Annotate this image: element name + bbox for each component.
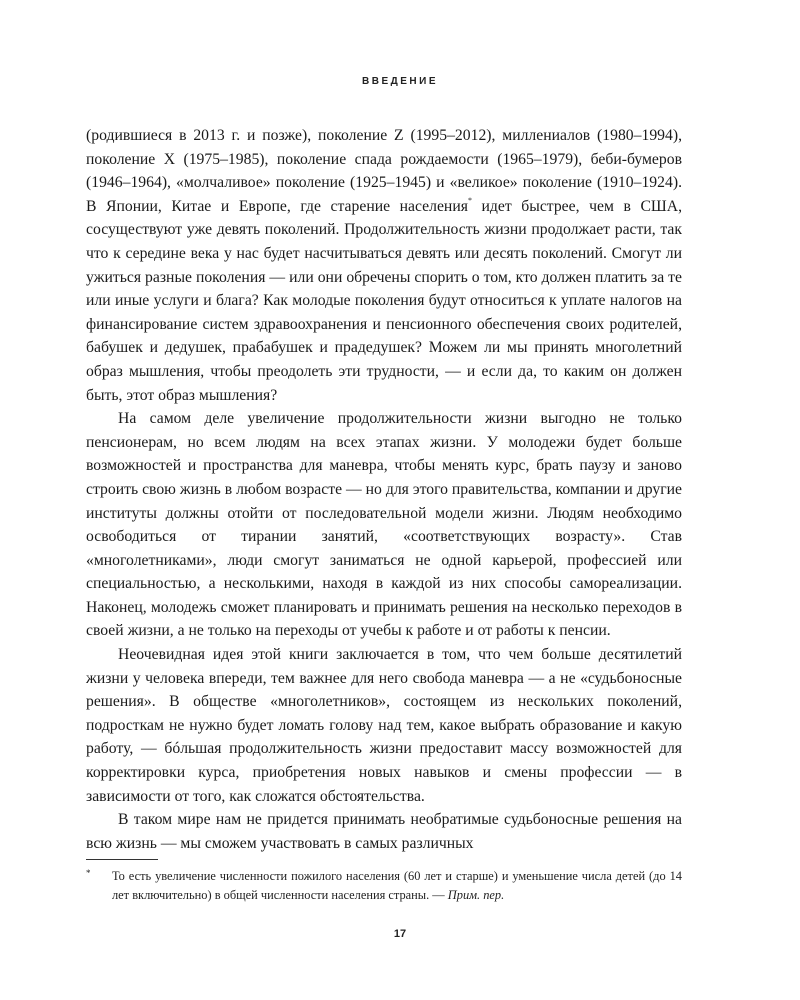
paragraph-1: [86, 124, 682, 407]
footnote-text: То есть увеличение численности пожилого населения (60 лет и старше) и уменьшение числа детей (до 14 лет включительно) в общей численности населения страны. —: [112, 869, 682, 902]
paragraph-4: В таком мире нам не придется принимать необратимые судьбоносные решения на всю жизнь — мы сможем участвовать в самых различных: [86, 811, 682, 852]
paragraph-3: Неочевидная идея этой книги заключается в том, что чем больше десятилетий жизни у человека впереди, тем важнее для него свобода маневра — а не «судьбоносные решения». В обществе «многолетников», состоящем из нескольких поколений, подросткам не нужно будет ломать голову над тем, какое выбрать образование и какую работу, — бóльшая продолжительность жизни предоставит массу возможностей для корректировки курса, приобретения новых навыков и смены профессии — в зависимости от того, как сложатся обстоятельства.: [86, 646, 682, 805]
paragraph-2: На самом деле увеличение продолжительности жизни выгодно не только пенсионерам, но всем людям на всех этапах жизни. У молодежи будет больше возможностей и пространства для маневра, чтобы менять курс, брать паузу и заново строить свою жизнь в любом возрасте — но для этого правительства, компании и другие институты должны отойти от последовательной модели жизни. Людям необходимо освободиться от тирании занятий, «соответствующих возрасту». Став «многолетниками», люди смогут заниматься не одной карьерой, профессией или специальностью, а несколькими, находя в каждой из них способы самореализации. Наконец, молодежь сможет планировать и принимать решения на несколько переходов в своей жизни, а не только на переходы от учебы к работе и от работы к пенсии.: [86, 410, 682, 640]
page-number: 17: [393, 928, 407, 940]
paragraph-1-part-1: (родившиеся в 2013 г. и позже), поколение Z (1995–2012), миллениалов (1980–1994), поколение X (1975–1985), поколение спада рождаемости (1965–1979), беби-бумеров (1946–1964), «молчаливое» поколение (1925–1945) и «великое» поколение (1910–1924). В Японии, Китае и Европе, где старение населения: [86, 127, 682, 215]
paragraph-1-part-2: идет быстрее, чем в США, сосуществуют уже девять поколений. Продолжительность жизни продолжает расти, так что к середине века у нас будет насчитываться девять или десять поколений. Смогут ли ужиться разные поколения — или они обречены спорить о том, кто должен платить за те или иные услуги и блага? Как молодые поколения будут относиться к уплате налогов на финансирование систем здравоохранения и пенсионного обеспечения своих родителей, бабушек и дедушек, прабабушек и прадедушек? Можем ли мы принять многолетний образ мышления, чтобы преодолеть эти трудности, — и если да, то каким он должен быть, этот образ мышления?: [86, 197, 682, 404]
footnote-text-wrapper: [86, 867, 682, 905]
footnote-mark: *: [86, 868, 91, 878]
body-text: [86, 124, 682, 855]
running-head: ВВЕДЕНИЕ: [362, 76, 438, 87]
footnote-attribution: Прим. пер.: [447, 888, 505, 902]
footnote: [86, 867, 682, 905]
footnote-reference: *: [467, 195, 472, 205]
footnote-divider: [86, 859, 158, 860]
